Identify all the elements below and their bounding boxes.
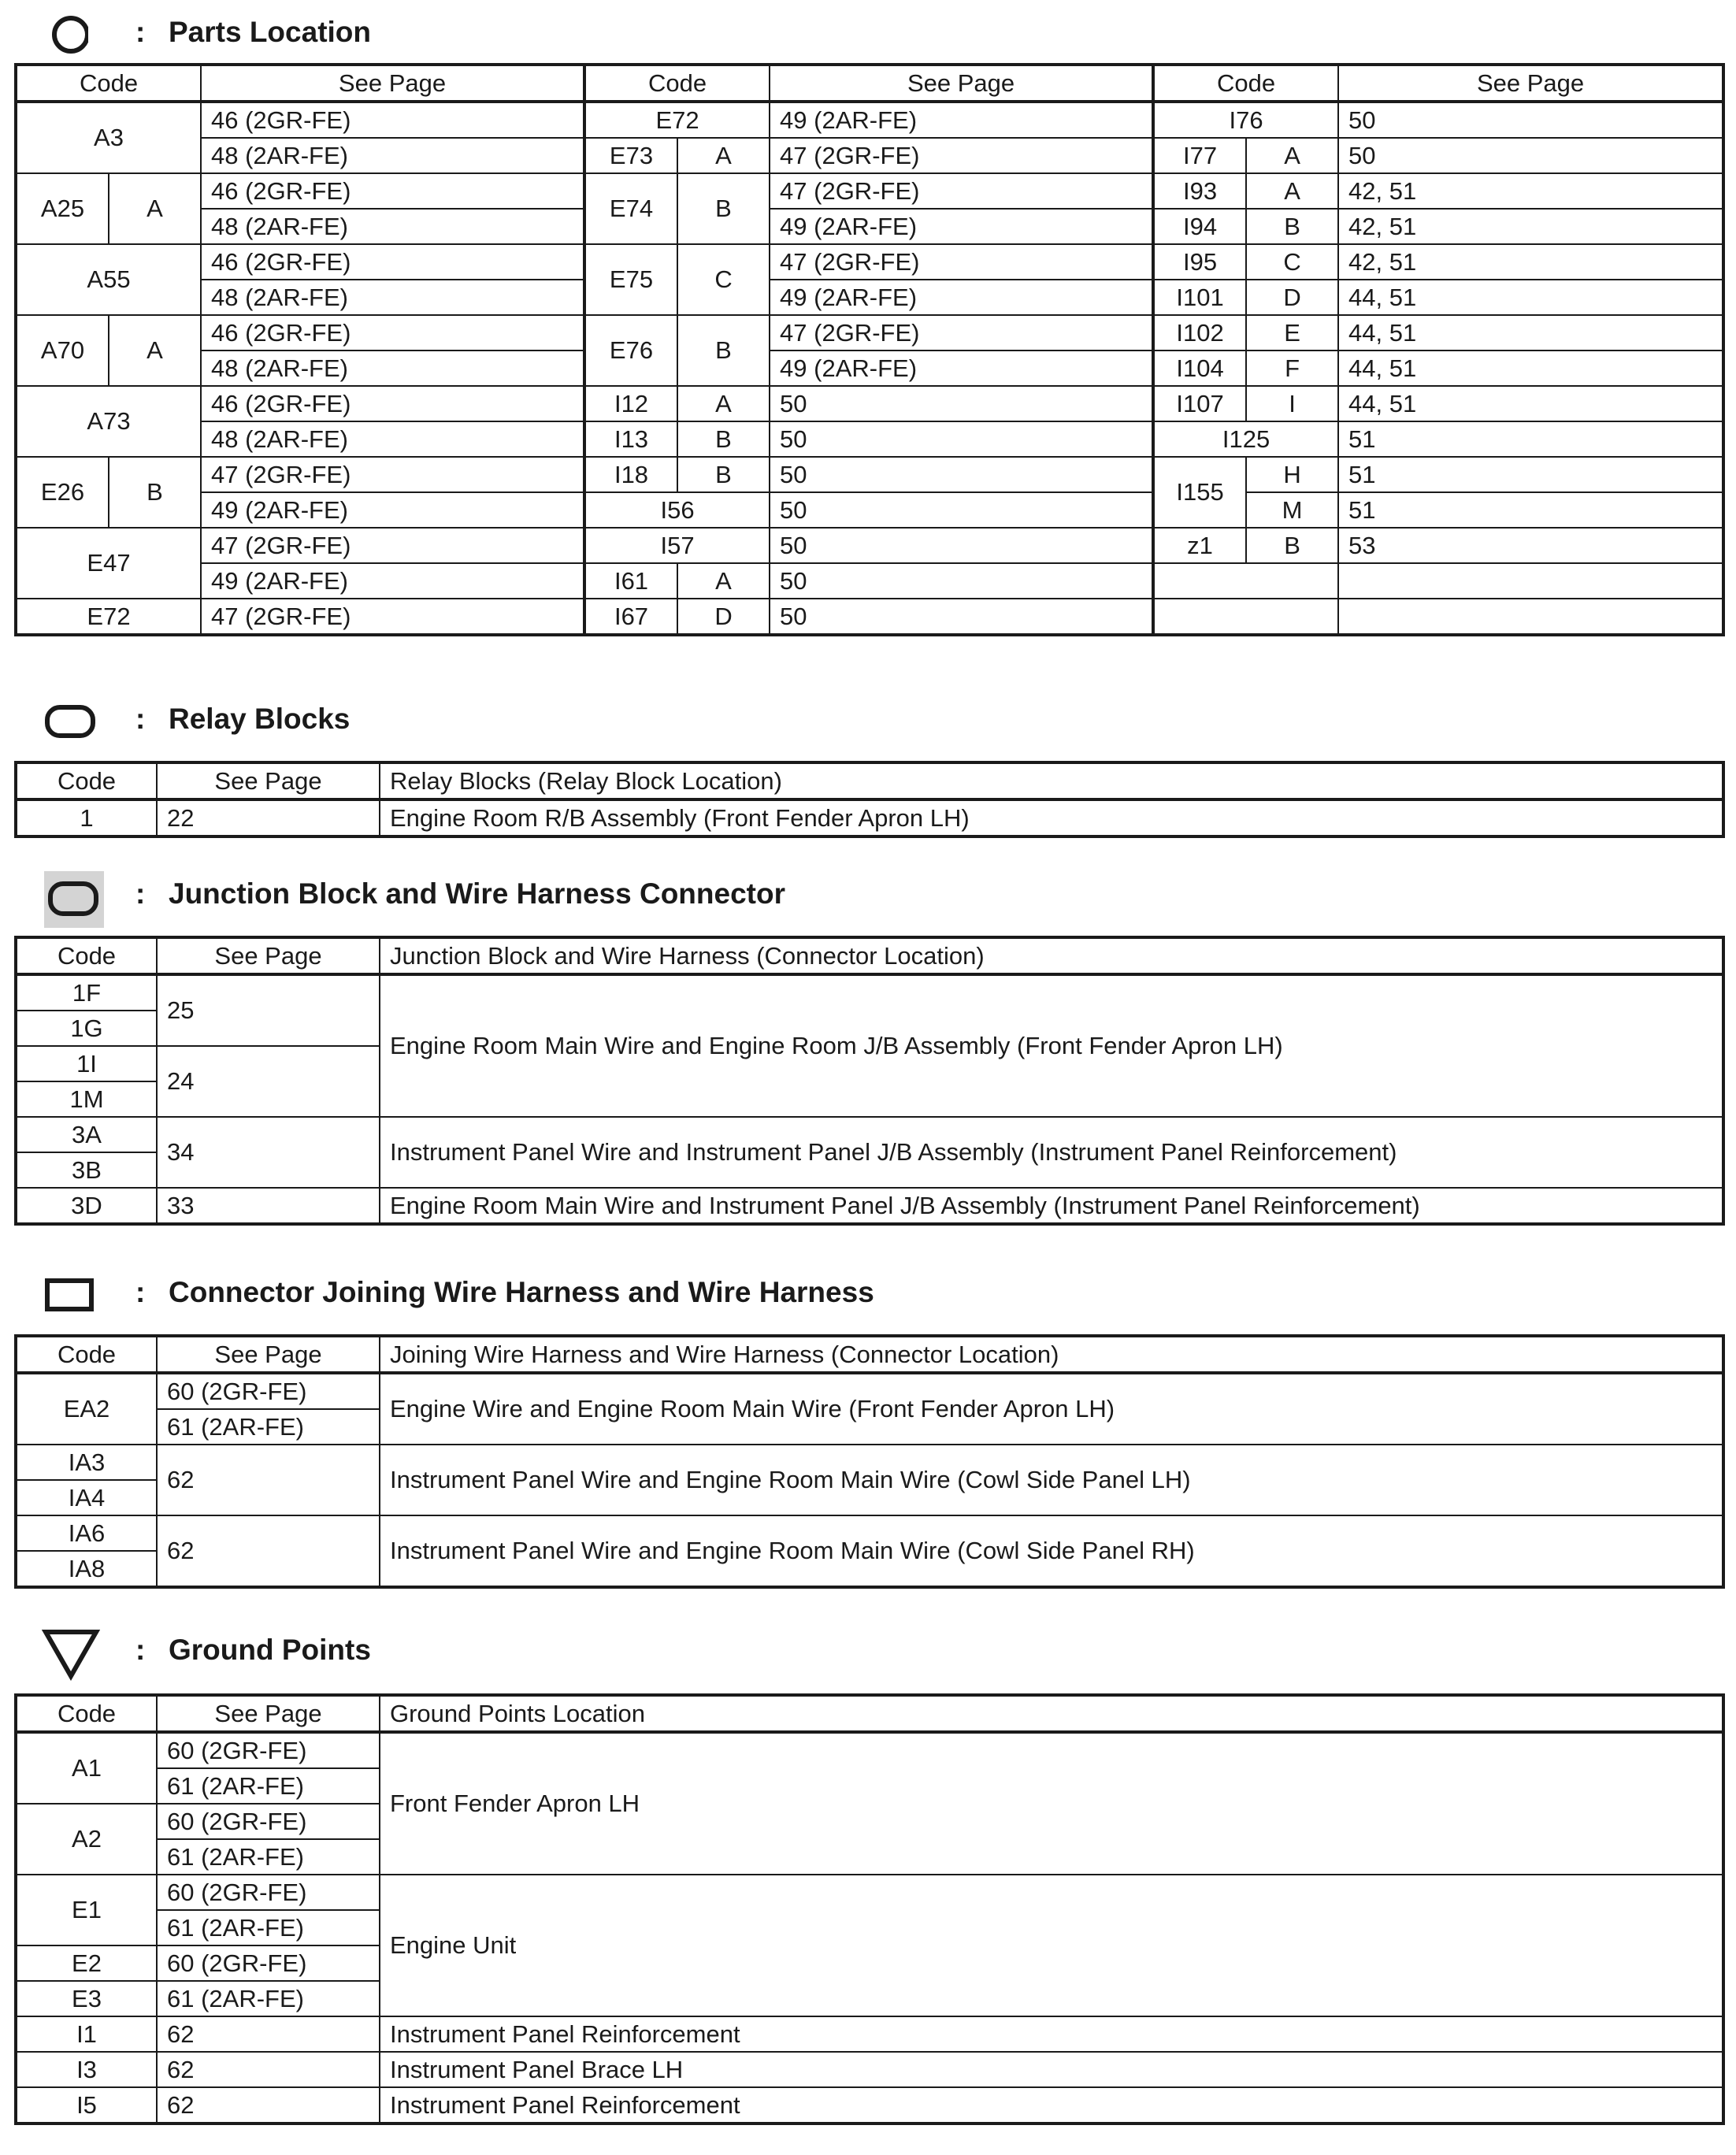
heading-colon: : xyxy=(135,877,146,910)
code-cell: E72 xyxy=(16,599,201,635)
code-cell: I56 xyxy=(584,492,770,528)
page-cell: 44, 51 xyxy=(1338,280,1723,315)
sub-cell: B xyxy=(677,457,770,492)
sub-cell: A xyxy=(109,315,201,386)
header-see-page: See Page xyxy=(201,65,584,102)
page-cell: 51 xyxy=(1338,457,1723,492)
empty-cell xyxy=(1153,599,1338,635)
code-cell: I77 xyxy=(1153,138,1246,173)
sub-cell: B xyxy=(677,421,770,457)
table-row xyxy=(16,457,1723,492)
page-cell: 49 (2AR-FE) xyxy=(770,102,1153,138)
page-cell: 62 xyxy=(157,1445,380,1515)
code-cell: I101 xyxy=(1153,280,1246,315)
page-cell: 50 xyxy=(770,563,1153,599)
code-cell: I57 xyxy=(584,528,770,563)
page-cell: 48 (2AR-FE) xyxy=(201,351,584,386)
sub-cell: F xyxy=(1246,351,1338,386)
sub-cell: C xyxy=(1246,244,1338,280)
code-cell: A3 xyxy=(16,102,201,173)
page-cell: 44, 51 xyxy=(1338,315,1723,351)
page-cell: 34 xyxy=(157,1117,380,1188)
code-cell: E3 xyxy=(16,1981,157,2016)
heading-colon: : xyxy=(135,1634,146,1666)
empty-cell xyxy=(1338,599,1723,635)
sub-cell: B xyxy=(109,457,201,528)
heading-colon: : xyxy=(135,16,146,48)
code-cell: 3B xyxy=(16,1152,157,1188)
page-cell: 51 xyxy=(1338,492,1723,528)
page-cell: 62 xyxy=(157,2016,380,2052)
code-cell: I76 xyxy=(1153,102,1338,138)
code-cell: I93 xyxy=(1153,173,1246,209)
description-cell: Instrument Panel Wire and Instrument Panel J/B Assembly (Instrument Panel Reinforcement) xyxy=(380,1117,1723,1188)
table-row xyxy=(16,492,1723,528)
page-cell: 50 xyxy=(1338,138,1723,173)
code-cell: A2 xyxy=(16,1804,157,1875)
table-row xyxy=(16,974,1723,1011)
parts-location-table xyxy=(14,63,1725,636)
code-cell: 1G xyxy=(16,1011,157,1046)
table-row xyxy=(16,2016,1723,2052)
page-cell: 49 (2AR-FE) xyxy=(770,351,1153,386)
table-row xyxy=(16,563,1723,599)
sub-cell: C xyxy=(677,244,770,315)
sub-cell: A xyxy=(1246,138,1338,173)
rounded-rect-icon xyxy=(41,696,104,744)
header-see-page: See Page xyxy=(157,1695,380,1732)
code-cell: A70 xyxy=(16,315,109,386)
table-row xyxy=(16,1875,1723,1910)
header-description: Ground Points Location xyxy=(380,1695,1723,1732)
header-description: Joining Wire Harness and Wire Harness (Connector Location) xyxy=(380,1336,1723,1373)
header-code: Code xyxy=(16,65,201,102)
description-cell: Instrument Panel Wire and Engine Room Main Wire (Cowl Side Panel LH) xyxy=(380,1445,1723,1515)
page-cell: 24 xyxy=(157,1046,380,1117)
page-cell: 62 xyxy=(157,2087,380,2123)
header-description: Relay Blocks (Relay Block Location) xyxy=(380,762,1723,799)
ground-points-table xyxy=(14,1693,1725,2125)
page-cell: 48 (2AR-FE) xyxy=(201,421,584,457)
page-cell: 60 (2GR-FE) xyxy=(157,1804,380,1839)
description-cell: Engine Unit xyxy=(380,1875,1723,2016)
page-cell: 48 (2AR-FE) xyxy=(201,280,584,315)
page-cell: 50 xyxy=(770,599,1153,635)
header-see-page: See Page xyxy=(157,1336,380,1373)
shaded-rounded-rect-icon xyxy=(41,871,104,928)
sub-cell: D xyxy=(677,599,770,635)
description-cell: Front Fender Apron LH xyxy=(380,1732,1723,1875)
page-cell: 47 (2GR-FE) xyxy=(770,315,1153,351)
description-cell: Instrument Panel Brace LH xyxy=(380,2052,1723,2087)
table-row xyxy=(16,2052,1723,2087)
code-cell: A1 xyxy=(16,1732,157,1804)
header-code: Code xyxy=(16,937,157,974)
sub-cell: B xyxy=(677,173,770,244)
sub-cell: A xyxy=(677,563,770,599)
description-cell: Engine Wire and Engine Room Main Wire (Front Fender Apron LH) xyxy=(380,1373,1723,1445)
page-cell: 46 (2GR-FE) xyxy=(201,244,584,280)
page-cell: 49 (2AR-FE) xyxy=(201,492,584,528)
page-cell: 50 xyxy=(770,457,1153,492)
code-cell: 3A xyxy=(16,1117,157,1152)
code-cell: I102 xyxy=(1153,315,1246,351)
table-row xyxy=(16,351,1723,386)
table-row xyxy=(16,138,1723,173)
empty-cell xyxy=(1338,563,1723,599)
page-cell: 50 xyxy=(770,386,1153,421)
sub-cell: B xyxy=(1246,528,1338,563)
table-row xyxy=(16,102,1723,138)
header-see-page: See Page xyxy=(1338,65,1723,102)
page-cell: 60 (2GR-FE) xyxy=(157,1945,380,1981)
code-cell: I67 xyxy=(584,599,677,635)
sub-cell: D xyxy=(1246,280,1338,315)
page-cell: 62 xyxy=(157,2052,380,2087)
table-row xyxy=(16,1117,1723,1152)
sub-cell: A xyxy=(109,173,201,244)
table-row xyxy=(16,1188,1723,1224)
table-row xyxy=(16,1515,1723,1551)
page-cell: 62 xyxy=(157,1515,380,1587)
page-cell: 50 xyxy=(770,492,1153,528)
section-title: Relay Blocks xyxy=(169,703,351,735)
header-see-page: See Page xyxy=(157,937,380,974)
header-see-page: See Page xyxy=(770,65,1153,102)
description-cell: Engine Room Main Wire and Engine Room J/B Assembly (Front Fender Apron LH) xyxy=(380,974,1723,1117)
page-cell: 61 (2AR-FE) xyxy=(157,1981,380,2016)
sub-cell: A xyxy=(677,138,770,173)
page-cell: 42, 51 xyxy=(1338,244,1723,280)
description-cell: Engine Room Main Wire and Instrument Panel J/B Assembly (Instrument Panel Reinforcement) xyxy=(380,1188,1723,1224)
code-cell: IA4 xyxy=(16,1480,157,1515)
description-cell: Instrument Panel Wire and Engine Room Main Wire (Cowl Side Panel RH) xyxy=(380,1515,1723,1587)
circle-icon xyxy=(41,9,88,57)
code-cell: E75 xyxy=(584,244,677,315)
code-cell: I94 xyxy=(1153,209,1246,244)
page-cell: 61 (2AR-FE) xyxy=(157,1768,380,1804)
table-row xyxy=(16,528,1723,563)
rectangle-icon xyxy=(41,1270,104,1317)
page-cell: 44, 51 xyxy=(1338,351,1723,386)
page-cell: 50 xyxy=(770,421,1153,457)
table-row xyxy=(16,2087,1723,2123)
code-cell: I18 xyxy=(584,457,677,492)
page-cell: 33 xyxy=(157,1188,380,1224)
table-row xyxy=(16,421,1723,457)
code-cell: I107 xyxy=(1153,386,1246,421)
code-cell: A25 xyxy=(16,173,109,244)
header-code: Code xyxy=(16,762,157,799)
table-row xyxy=(16,315,1723,351)
page-cell: 50 xyxy=(770,528,1153,563)
sub-cell: I xyxy=(1246,386,1338,421)
description-cell: Engine Room R/B Assembly (Front Fender Apron LH) xyxy=(380,799,1723,836)
code-cell: E73 xyxy=(584,138,677,173)
code-cell: IA8 xyxy=(16,1551,157,1587)
page-cell: 47 (2GR-FE) xyxy=(770,244,1153,280)
page-cell: 49 (2AR-FE) xyxy=(201,563,584,599)
code-cell: A73 xyxy=(16,386,201,457)
code-cell: I104 xyxy=(1153,351,1246,386)
code-cell: IA6 xyxy=(16,1515,157,1551)
code-cell: 1M xyxy=(16,1081,157,1117)
code-cell: I155 xyxy=(1153,457,1246,528)
page-cell: 48 (2AR-FE) xyxy=(201,209,584,244)
page-cell: 61 (2AR-FE) xyxy=(157,1839,380,1875)
empty-cell xyxy=(1153,563,1338,599)
page-cell: 46 (2GR-FE) xyxy=(201,386,584,421)
code-cell: 1I xyxy=(16,1046,157,1081)
page-cell: 44, 51 xyxy=(1338,386,1723,421)
heading-colon: : xyxy=(135,1276,146,1308)
page-cell: 49 (2AR-FE) xyxy=(770,209,1153,244)
relay-blocks-table xyxy=(14,761,1725,838)
code-cell: E2 xyxy=(16,1945,157,1981)
page-cell: 47 (2GR-FE) xyxy=(201,528,584,563)
code-cell: E47 xyxy=(16,528,201,599)
table-row xyxy=(16,209,1723,244)
page-cell: 60 (2GR-FE) xyxy=(157,1732,380,1768)
page-cell: 47 (2GR-FE) xyxy=(770,138,1153,173)
code-cell: E72 xyxy=(584,102,770,138)
code-cell: I13 xyxy=(584,421,677,457)
code-cell: I3 xyxy=(16,2052,157,2087)
header-description: Junction Block and Wire Harness (Connector Location) xyxy=(380,937,1723,974)
header-code: Code xyxy=(16,1336,157,1373)
sub-cell: H xyxy=(1246,457,1338,492)
description-cell: Instrument Panel Reinforcement xyxy=(380,2016,1723,2052)
table-row xyxy=(16,244,1723,280)
code-cell: IA3 xyxy=(16,1445,157,1480)
code-cell: E26 xyxy=(16,457,109,528)
page-cell: 47 (2GR-FE) xyxy=(201,457,584,492)
section-title: Junction Block and Wire Harness Connector xyxy=(169,877,785,910)
table-row xyxy=(16,1373,1723,1409)
section-title: Connector Joining Wire Harness and Wire Harness xyxy=(169,1276,874,1308)
table-row xyxy=(16,386,1723,421)
code-cell: I61 xyxy=(584,563,677,599)
sub-cell: M xyxy=(1246,492,1338,528)
page-cell: 60 (2GR-FE) xyxy=(157,1373,380,1409)
header-code: Code xyxy=(584,65,770,102)
header-see-page: See Page xyxy=(157,762,380,799)
table-row xyxy=(16,799,1723,836)
code-cell: 1F xyxy=(16,974,157,1011)
table-row xyxy=(16,173,1723,209)
code-cell: I1 xyxy=(16,2016,157,2052)
code-cell: E76 xyxy=(584,315,677,386)
page-cell: 25 xyxy=(157,974,380,1046)
page-cell: 53 xyxy=(1338,528,1723,563)
code-cell: E74 xyxy=(584,173,677,244)
table-row xyxy=(16,1732,1723,1768)
page-cell: 22 xyxy=(157,799,380,836)
heading-colon: : xyxy=(135,703,146,735)
header-code: Code xyxy=(1153,65,1338,102)
connector-joining-table xyxy=(14,1334,1725,1589)
code-cell: z1 xyxy=(1153,528,1246,563)
page-cell: 47 (2GR-FE) xyxy=(770,173,1153,209)
page-cell: 49 (2AR-FE) xyxy=(770,280,1153,315)
table-row xyxy=(16,280,1723,315)
page-cell: 61 (2AR-FE) xyxy=(157,1910,380,1945)
table-row xyxy=(16,599,1723,635)
sub-cell: E xyxy=(1246,315,1338,351)
table-row xyxy=(16,1445,1723,1480)
sub-cell: A xyxy=(677,386,770,421)
triangle-down-icon xyxy=(41,1627,104,1682)
code-cell: 3D xyxy=(16,1188,157,1224)
code-cell: EA2 xyxy=(16,1373,157,1445)
code-cell: I125 xyxy=(1153,421,1338,457)
page-cell: 42, 51 xyxy=(1338,209,1723,244)
sub-cell: B xyxy=(677,315,770,386)
page-cell: 60 (2GR-FE) xyxy=(157,1875,380,1910)
section-title: Parts Location xyxy=(169,16,371,48)
junction-block-table xyxy=(14,936,1725,1226)
code-cell: I12 xyxy=(584,386,677,421)
page-cell: 48 (2AR-FE) xyxy=(201,138,584,173)
sub-cell: A xyxy=(1246,173,1338,209)
page-cell: 46 (2GR-FE) xyxy=(201,102,584,138)
page-cell: 61 (2AR-FE) xyxy=(157,1409,380,1445)
page-cell: 47 (2GR-FE) xyxy=(201,599,584,635)
header-code: Code xyxy=(16,1695,157,1732)
page-cell: 42, 51 xyxy=(1338,173,1723,209)
code-cell: I5 xyxy=(16,2087,157,2123)
page-cell: 50 xyxy=(1338,102,1723,138)
page-cell: 46 (2GR-FE) xyxy=(201,315,584,351)
code-cell: E1 xyxy=(16,1875,157,1945)
sub-cell: B xyxy=(1246,209,1338,244)
code-cell: I95 xyxy=(1153,244,1246,280)
page-cell: 46 (2GR-FE) xyxy=(201,173,584,209)
description-cell: Instrument Panel Reinforcement xyxy=(380,2087,1723,2123)
page-cell: 51 xyxy=(1338,421,1723,457)
code-cell: A55 xyxy=(16,244,201,315)
code-cell: 1 xyxy=(16,799,157,836)
section-title: Ground Points xyxy=(169,1634,371,1666)
